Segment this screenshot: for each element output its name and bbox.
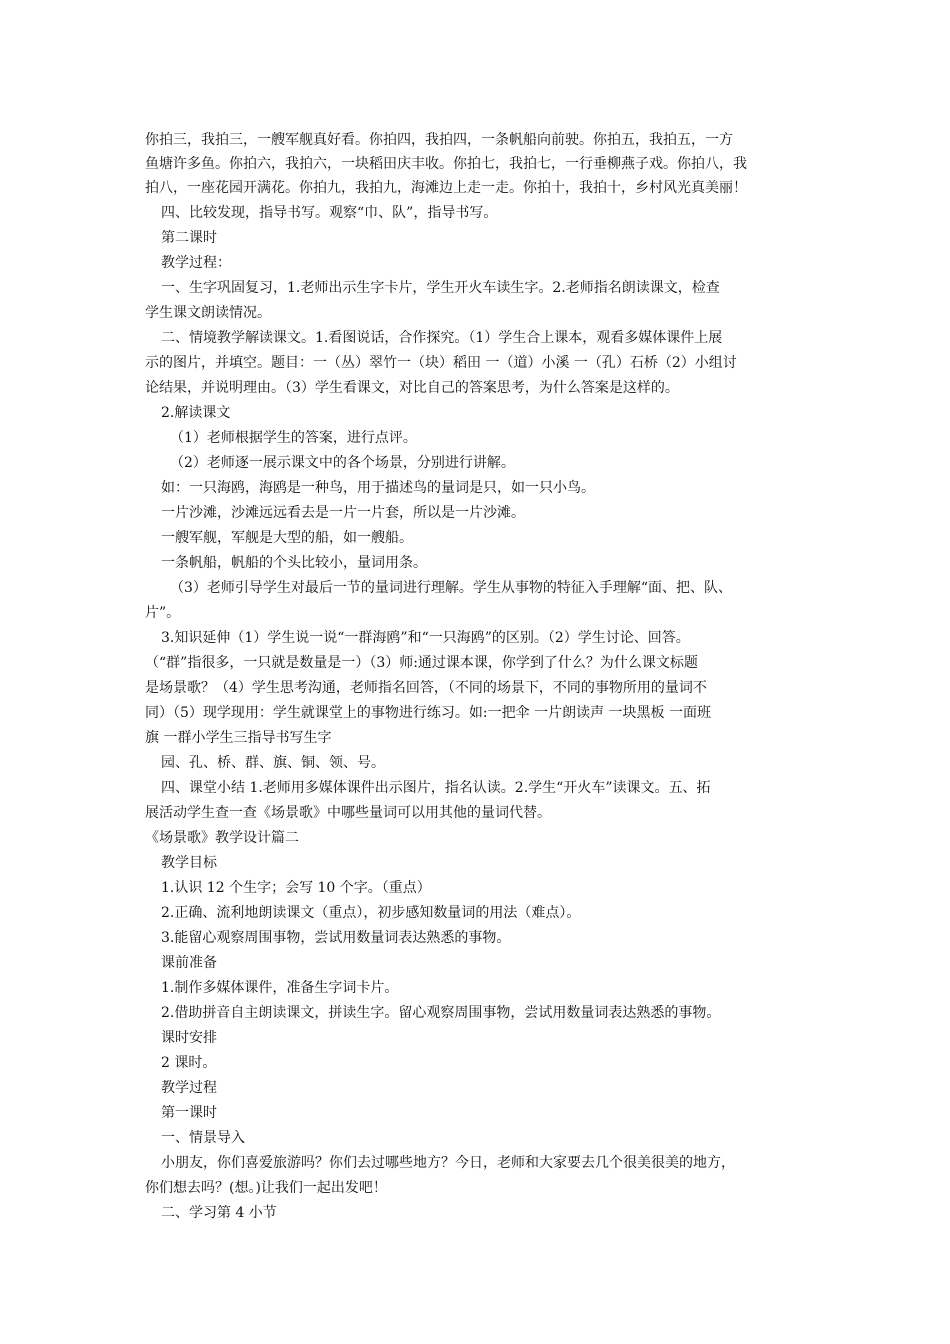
text-line: 拍八，一座花园开满花。你拍九，我拍九，海滩边上走一走。你拍十，我拍十，乡村风光真美丽！ [145,180,747,196]
text-line: 2.解读课文 [161,405,231,421]
text-line: 同）（5）现学现用：学生就课堂上的事物进行练习。如:一把伞 一片朗读声 一块黑板 一面班 [145,705,711,721]
text-line: 教学过程： [161,255,231,271]
text-line: 你拍三，我拍三，一艘军舰真好看。你拍四，我拍四，一条帆船向前驶。你拍五，我拍五，一方 [145,132,733,148]
text-line: 一、情景导入 [161,1130,245,1146]
text-line: 片”。 [145,605,181,621]
text-line: （“群”指很多，一只就是数量是一）（3）师:通过课本课，你学到了什么？为什么课文标题 [145,655,698,671]
text-line: 二、学习第 4 小节 [161,1205,277,1221]
text-line: 二、情境教学解读课文。1.看图说话，合作探究。（1）学生合上课本，观看多媒体课件上展 [161,330,723,346]
text-line: 鱼塘许多鱼。你拍六，我拍六，一块稻田庆丰收。你拍七，我拍七，一行垂柳燕子戏。你拍八，我 [145,156,747,172]
text-line: 四、课堂小结 1.老师用多媒体课件出示图片，指名认读。2.学生“开火车”读课文。五、拓 [161,780,711,796]
text-line: 2 课时。 [161,1055,217,1071]
text-line: 2.借助拼音自主朗读课文，拼读生字。留心观察周围事物，尝试用数量词表达熟悉的事物。 [161,1005,721,1021]
text-line: （2）老师逐一展示课文中的各个场景，分别进行讲解。 [170,455,515,471]
text-line: 3.能留心观察周围事物，尝试用数量词表达熟悉的事物。 [161,930,511,946]
text-line: 是场景歌？（4）学生思考沟通，老师指名回答，（不同的场景下，不同的事物所用的量词不 [145,680,707,696]
text-line: （3）老师引导学生对最后一节的量词进行理解。学生从事物的特征入手理解“面、把、队、 [170,580,733,596]
text-line: 一艘军舰，军舰是大型的船，如一艘船。 [161,530,413,546]
text-line: 课前准备 [161,955,217,971]
text-line: 第一课时 [161,1105,217,1121]
text-line: 2.正确、流利地朗读课文（重点），初步感知数量词的用法（难点）。 [161,905,581,921]
text-line: 教学过程 [161,1080,217,1096]
text-line: 学生课文朗读情况。 [145,305,271,321]
text-line: 如：一只海鸥，海鸥是一种鸟，用于描述鸟的量词是只，如一只小鸟。 [161,480,595,496]
text-line: 小朋友，你们喜爱旅游吗？你们去过哪些地方？今日，老师和大家要去几个很美很美的地方， [161,1155,735,1171]
text-line: 教学目标 [161,855,217,871]
text-line: 示的图片，并填空。题目：一（丛）翠竹一（块）稻田 一（道）小溪 一（孔）石桥（2）小组讨 [145,355,737,371]
text-line: 你们想去吗？(想。)让我们一起出发吧！ [145,1180,387,1196]
section-title: 《场景歌》教学设计篇二 [145,830,299,846]
text-line: 园、孔、桥、群、旗、铜、领、号。 [161,755,385,771]
text-line: 一片沙滩，沙滩远远看去是一片一片套，所以是一片沙滩。 [161,505,525,521]
text-line: 1.认识 12 个生字；会写 10 个字。（重点） [161,880,431,896]
text-line: 课时安排 [161,1030,217,1046]
text-line: 一、生字巩固复习，1.老师出示生字卡片，学生开火车读生字。2.老师指名朗读课文，检查 [161,280,720,296]
text-line: 3.知识延伸（1）学生说一说“一群海鸥”和“一只海鸥”的区别。（2）学生讨论、回答。 [161,630,690,646]
text-line: （1）老师根据学生的答案，进行点评。 [170,430,417,446]
text-line: 四、比较发现，指导书写。观察“巾、队”，指导书写。 [161,205,498,221]
text-line: 一条帆船，帆船的个头比较小，量词用条。 [161,555,427,571]
text-line: 展活动学生查一查《场景歌》中哪些量词可以用其他的量词代替。 [145,805,551,821]
text-line: 第二课时 [161,230,217,246]
text-line: 旗 一群小学生三指导书写生字 [145,730,332,746]
text-line: 1.制作多媒体课件，准备生字词卡片。 [161,980,399,996]
text-line: 论结果，并说明理由。（3）学生看课文，对比自己的答案思考，为什么答案是这样的。 [145,380,679,396]
